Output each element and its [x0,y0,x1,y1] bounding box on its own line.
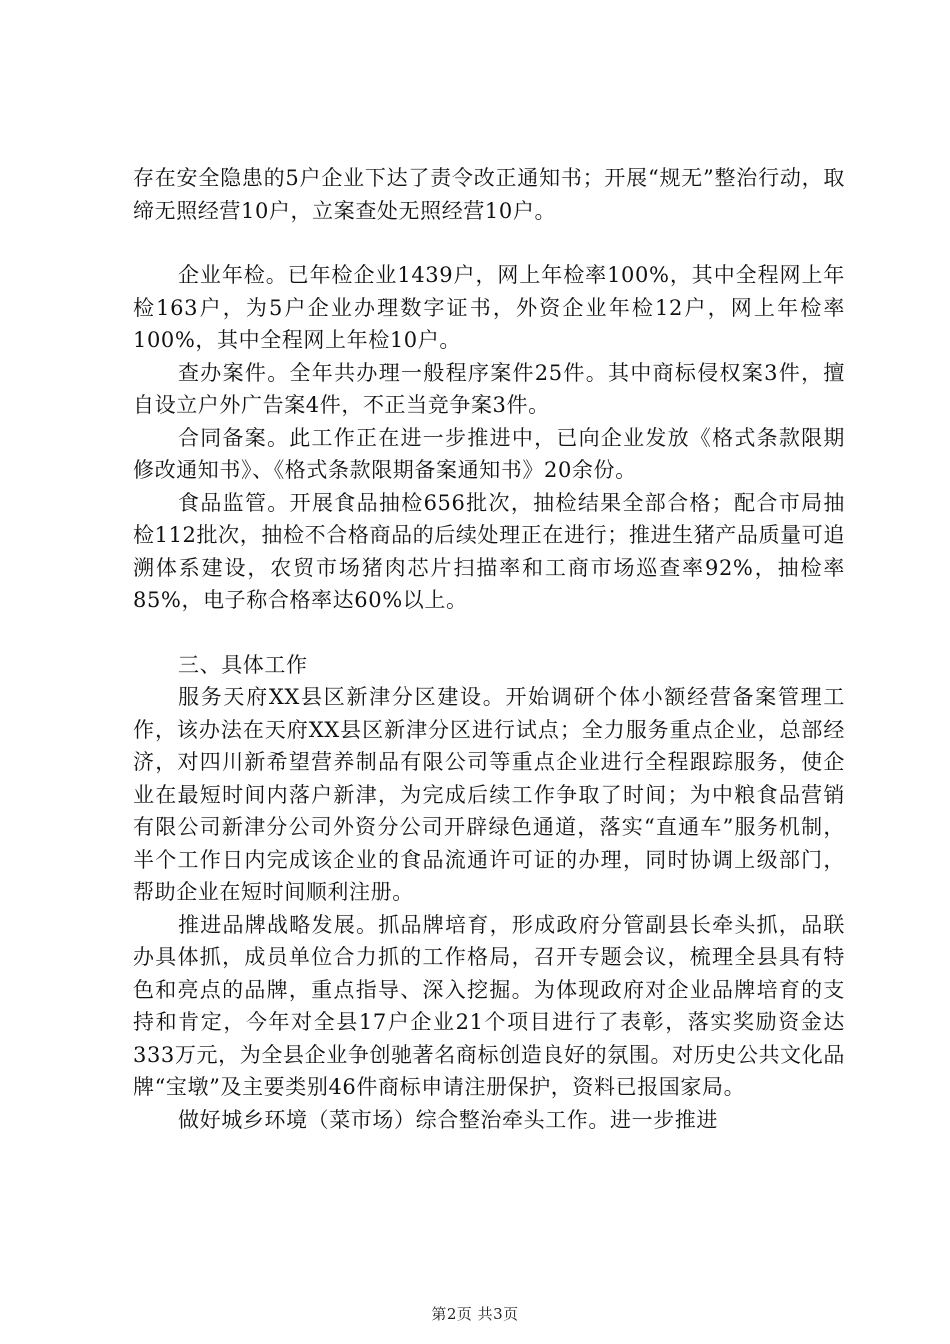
paragraph-tianfu-service: 服务天府XX县区新津分区建设。开始调研个体小额经营备案管理工作，该办法在天府XX县区新津分区进行试点；全力服务重点企业，总部经济，对四川新希望营养制品有限公司等重点企业进行全程跟踪服务，使企业在最短时间内落户新津，为完成后续工作争取了时间；为中粮食品营销有限公司新津分公司外资分公司开辟绿色通道，落实“直通车”服务机制，半个工作日内完成该企业的食品流通许可证的办理，同时协调上级部门，帮助企业在短时间顺利注册。 [133,685,845,904]
paragraph-case-handling: 查办案件。全年共办理一般程序案件25件。其中商标侵权案3件，擅自设立户外广告案4件，不正当竞争案3件。 [133,360,845,417]
paragraph-food-supervision: 食品监管。开展食品抽检656批次，抽检结果全部合格；配合市局抽检112批次，抽检不合格商品的后续处理正在进行；推进生猪产品质量可追溯体系建设，农贸市场猪肉芯片扫描率和工商市场巡查率92%，抽检率85%，电子称合格率达60%以上。 [133,490,845,612]
paragraph-urban-rural-environment: 做好城乡环境（菜市场）综合整治牵头工作。进一步推进 [178,1107,718,1132]
paragraph-continuation: 存在安全隐患的5户企业下达了责令改正通知书；开展“规无”整治行动，取缔无照经营10户，立案查处无照经营10户。 [133,166,845,223]
paragraph-contract-filing: 合同备案。此工作正在进一步推进中，已向企业发放《格式条款限期修改通知书》、《格式条款限期备案通知书》20余份。 [133,425,845,482]
document-body [133,162,845,1136]
paragraph-brand-strategy: 推进品牌战略发展。抓品牌培育，形成政府分管副县长牵头抓，品联办具体抓，成员单位合力抓的工作格局，召开专题会议，梳理全县具有特色和亮点的品牌，重点指导、深入挖掘。为体现政府对企业品牌培育的支持和肯定，今年对全县17户企业21个项目进行了表彰，落实奖励资金达333万元，为全县企业争创驰著名商标创造良好的氛围。对历史公共文化品牌“宝墩”及主要类别46件商标申请注册保护，资料已报国家局。 [133,912,845,1099]
paragraph-enterprise-inspection: 企业年检。已年检企业1439户，网上年检率100%，其中全程网上年检163户，为5户企业办理数字证书，外资企业年检12户，网上年检率100%，其中全程网上年检10户。 [133,263,845,352]
page-footer: 第2页 共3页 [431,1305,519,1323]
section-heading: 三、具体工作 [178,652,308,677]
